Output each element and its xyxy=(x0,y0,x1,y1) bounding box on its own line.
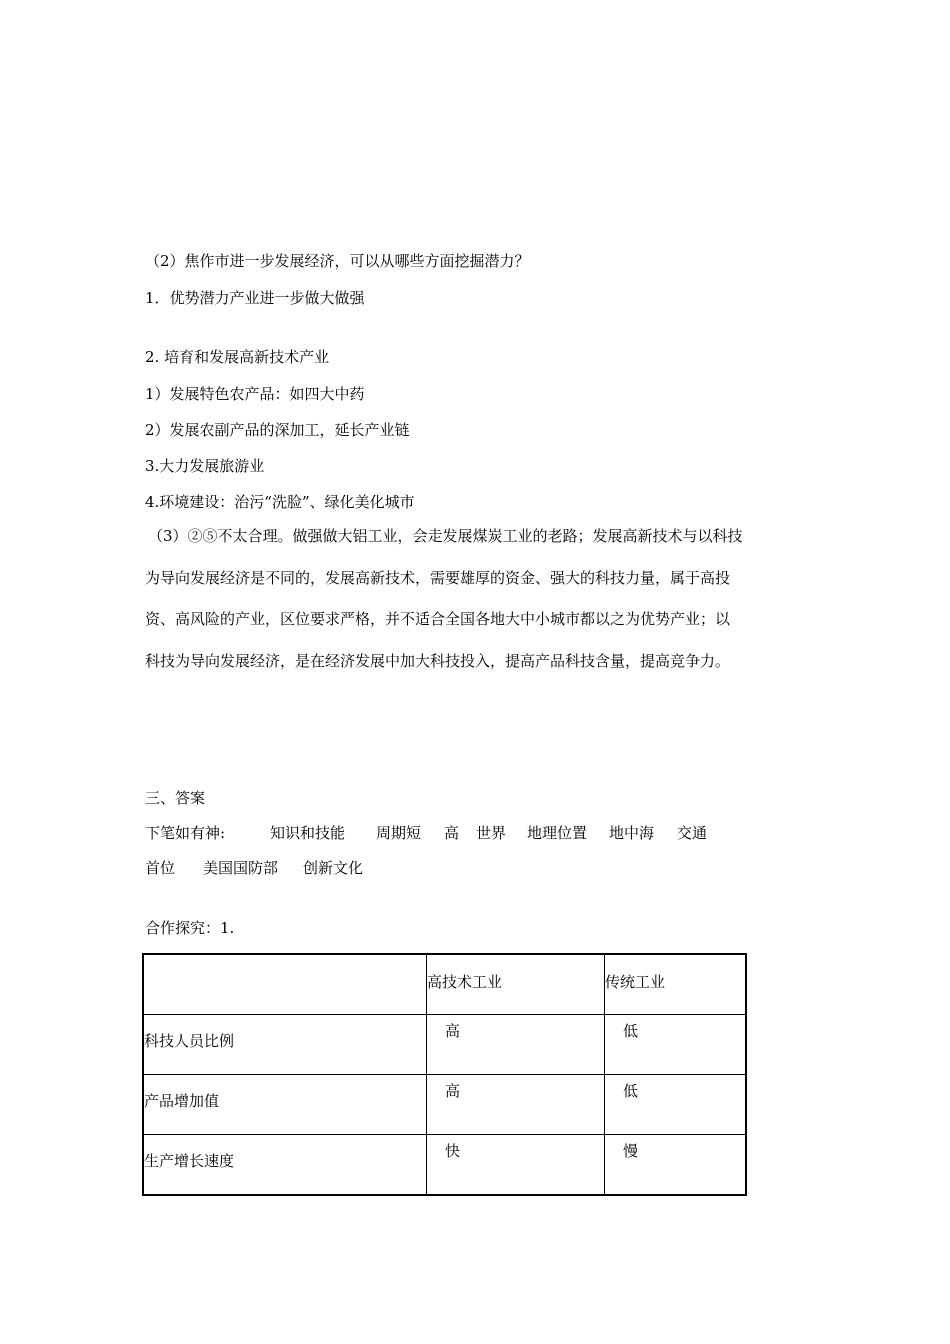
traditional-value-cell: 慢 xyxy=(605,1135,747,1196)
item-1: 1．优势潜力产业进一步做大做强 xyxy=(145,289,365,307)
table-header-row xyxy=(143,954,746,1015)
answer-term: 创新文化 xyxy=(303,859,364,877)
high-tech-value-cell: 高 xyxy=(427,1015,605,1075)
answers-heading: 三、答案 xyxy=(145,789,206,807)
answer-3-line-1: （3）②⑤不太合理。做强做大铝工业，会走发展煤炭工业的老路；发展高新技术与以科技 xyxy=(148,527,743,545)
answer-term: 高 xyxy=(444,824,460,842)
row-label-cell: 生产增长速度 xyxy=(143,1135,427,1196)
answer-term: 交通 xyxy=(677,824,708,842)
answer-3-line-4: 科技为导向发展经济，是在经济发展中加大科技投入，提高产品科技含量，提高竞争力。 xyxy=(145,651,731,670)
cooperation-label: 合作探究：1. xyxy=(145,919,235,937)
table-row xyxy=(143,1135,746,1196)
header-cell-traditional: 传统工业 xyxy=(605,954,747,1015)
answer-term: 美国国防部 xyxy=(203,859,279,877)
answer-term: 知识和技能 xyxy=(270,824,346,842)
answers-row-2 xyxy=(145,858,363,878)
question-2: （2）焦作市进一步发展经济，可以从哪些方面挖掘潜力？ xyxy=(145,252,530,270)
sub-item-1: 1）发展特色农产品：如四大中药 xyxy=(145,385,365,403)
answers-row-1 xyxy=(145,823,707,843)
item-3: 3.大力发展旅游业 xyxy=(145,457,265,475)
header-cell-high-tech: 高技术工业 xyxy=(427,954,605,1015)
high-tech-value-cell: 快 xyxy=(427,1135,605,1196)
table-row xyxy=(143,1075,746,1135)
answer-term: 首位 xyxy=(145,859,176,877)
answers-label: 下笔如有神: xyxy=(145,824,226,842)
traditional-value-cell: 低 xyxy=(605,1075,747,1135)
answer-term: 周期短 xyxy=(376,824,422,842)
row-label-cell: 产品增加值 xyxy=(143,1075,427,1135)
high-tech-value-cell: 高 xyxy=(427,1075,605,1135)
row-label-cell: 科技人员比例 xyxy=(143,1015,427,1075)
answer-3-paragraph xyxy=(145,516,810,682)
item-4: 4.环境建设：治污“洗脸”、绿化美化城市 xyxy=(145,493,415,511)
header-cell-empty xyxy=(143,954,427,1015)
answer-term: 地理位置 xyxy=(527,824,588,842)
item-2: 2. 培育和发展高新技术产业 xyxy=(145,348,330,366)
answer-term: 世界 xyxy=(476,824,507,842)
answer-3-line-2: 为导向发展经济是不同的，发展高新技术，需要雄厚的资金、强大的科技力量，属于高投 xyxy=(145,568,731,587)
comparison-table xyxy=(142,953,747,1196)
traditional-value-cell: 低 xyxy=(605,1015,747,1075)
answer-3-line-3: 资、高风险的产业，区位要求严格，并不适合全国各地大中小城市都以之为优势产业；以 xyxy=(145,610,731,628)
sub-item-2: 2）发展农副产品的深加工，延长产业链 xyxy=(145,421,410,439)
table-row xyxy=(143,1015,746,1075)
answer-term: 地中海 xyxy=(609,824,655,842)
